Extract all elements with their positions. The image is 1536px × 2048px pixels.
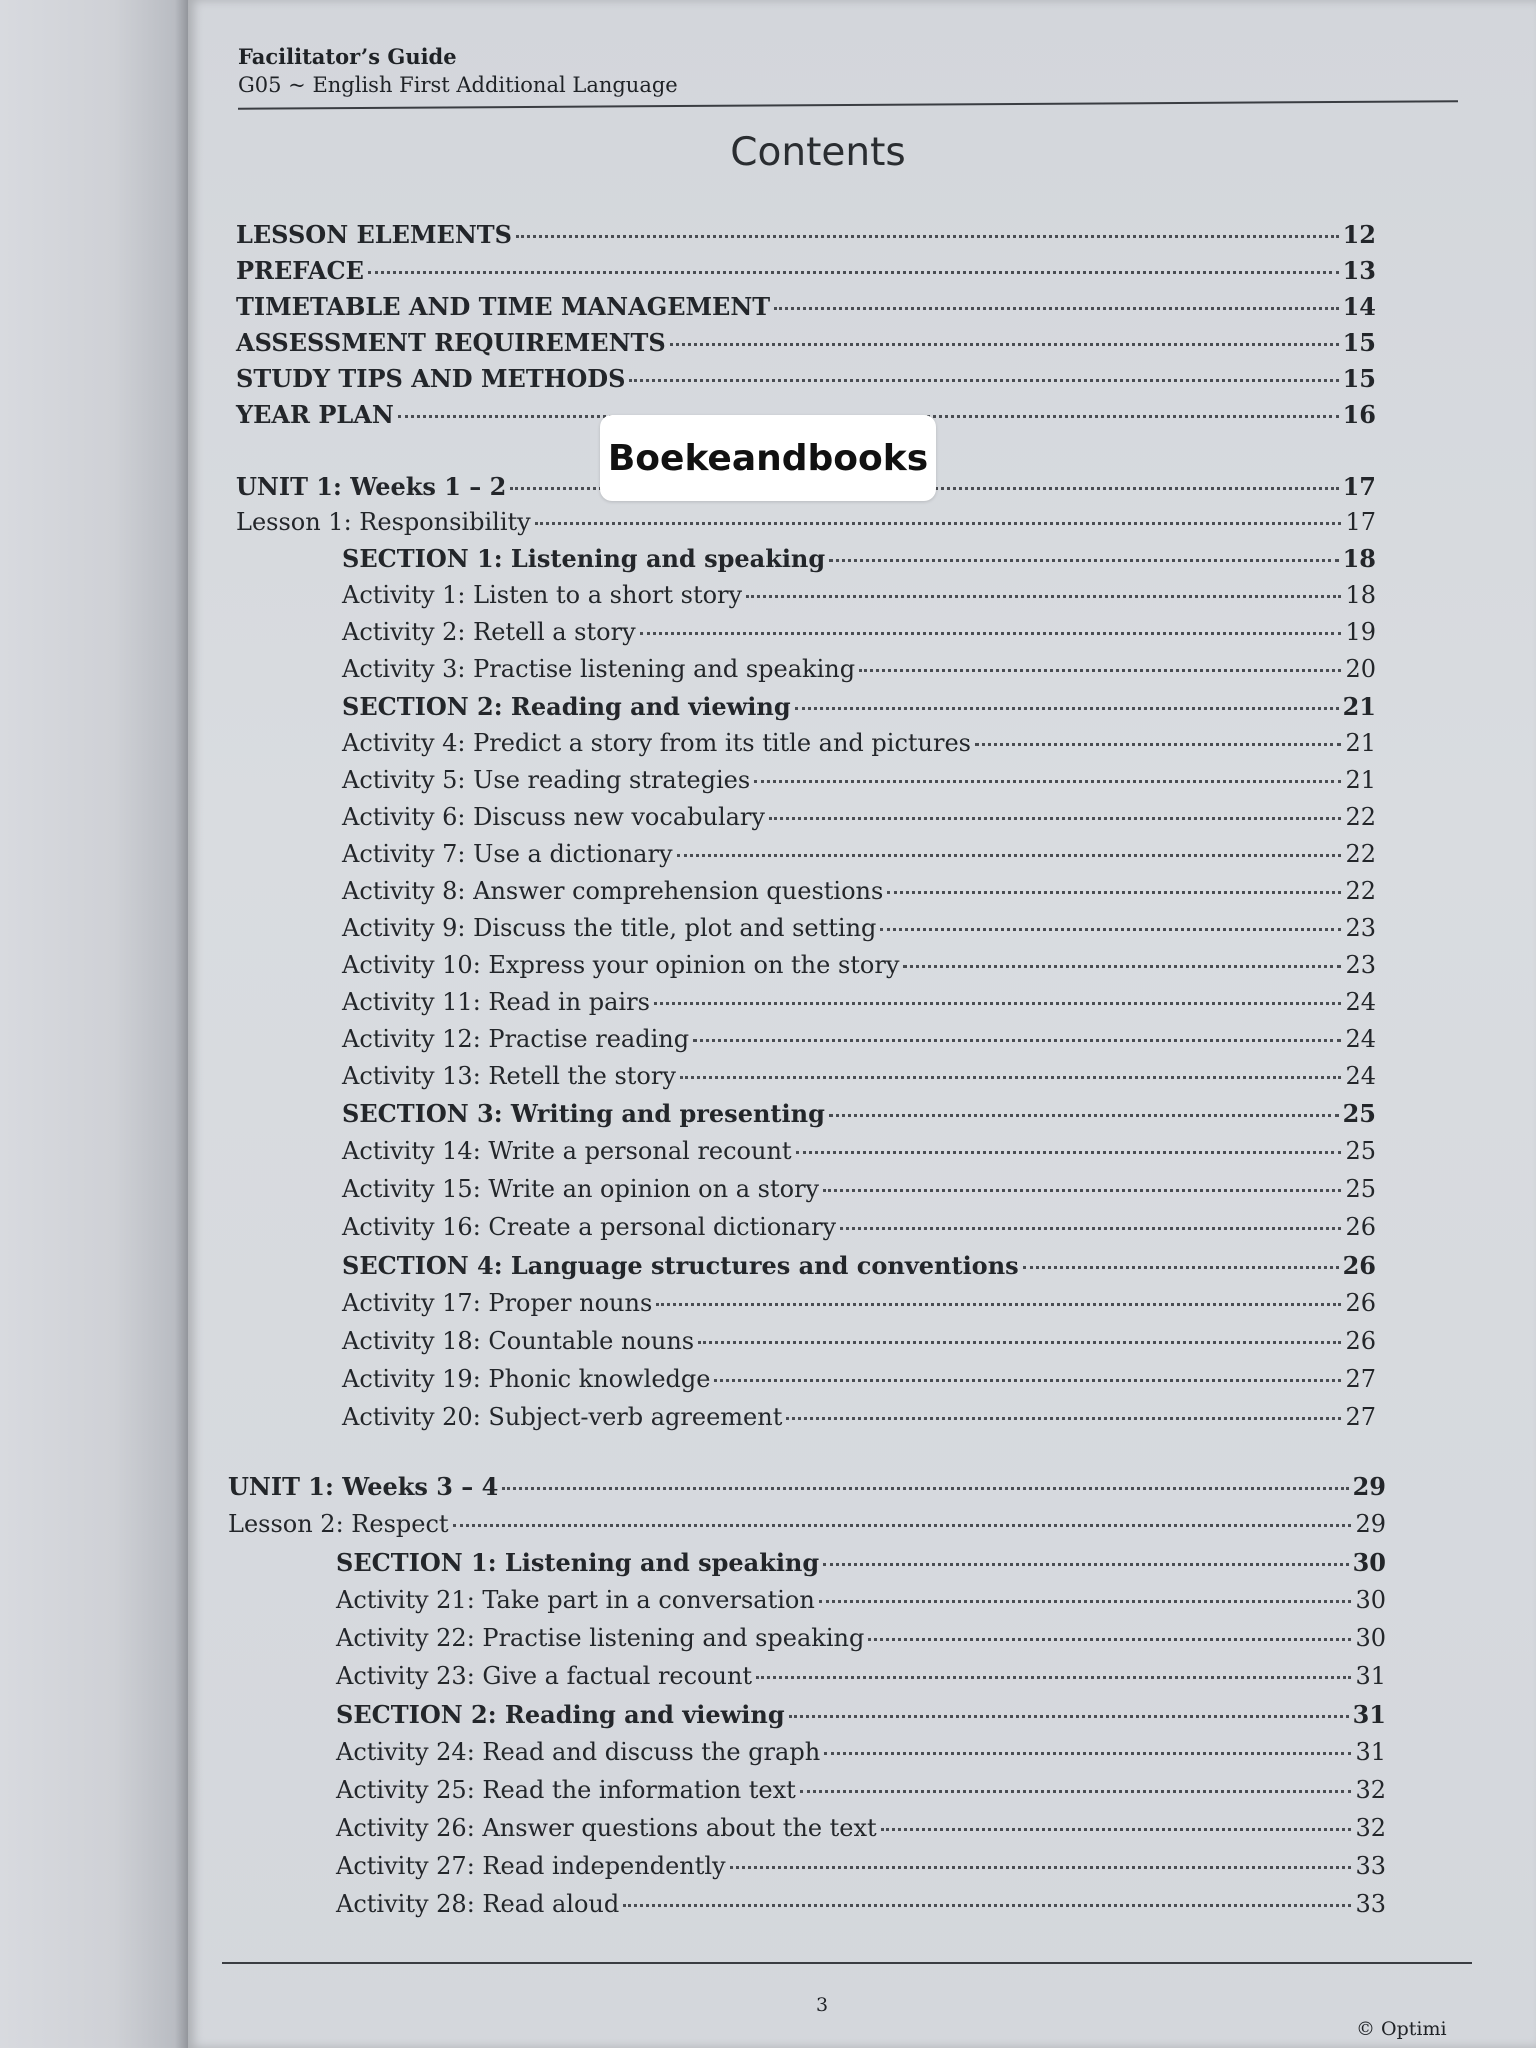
toc-entry	[342, 988, 1376, 1016]
toc-entry-label: Activity 3: Practise listening and speaking	[342, 655, 856, 683]
toc-entry-label: Activity 28: Read aloud	[336, 1890, 620, 1918]
toc-entry-page: 21	[1345, 766, 1376, 794]
toc-entry-page: 18	[1345, 581, 1376, 609]
toc-dot-leader	[769, 817, 1341, 820]
toc-entry	[342, 1137, 1376, 1165]
toc-dot-leader	[795, 707, 1339, 710]
toc-entry-label: SECTION 1: Listening and speaking	[336, 1548, 820, 1577]
toc-entry	[228, 1510, 1386, 1538]
toc-entry	[336, 1738, 1386, 1766]
toc-entry	[342, 692, 1376, 721]
toc-entry-page: 31	[1355, 1738, 1386, 1766]
toc-entry	[336, 1776, 1386, 1804]
toc-entry	[342, 840, 1376, 868]
toc-dot-leader	[714, 1379, 1341, 1382]
toc-entry	[336, 1624, 1386, 1652]
toc-entry-page: 19	[1345, 618, 1376, 646]
toc-dot-leader	[880, 928, 1341, 931]
toc-entry	[236, 508, 1376, 536]
toc-entry	[236, 364, 1376, 393]
toc-entry-label: SECTION 1: Listening and speaking	[342, 544, 826, 573]
toc-dot-leader	[789, 1715, 1349, 1718]
toc-dot-leader	[693, 1039, 1341, 1042]
toc-dot-leader	[746, 595, 1341, 598]
toc-entry-page: 26	[1345, 1327, 1376, 1355]
toc-entry-label: UNIT 1: Weeks 3 – 4	[228, 1472, 499, 1501]
toc-dot-leader	[868, 1638, 1351, 1641]
toc-entry	[342, 914, 1376, 942]
toc-entry-page: 17	[1345, 508, 1376, 536]
toc-entry-page: 29	[1355, 1510, 1386, 1538]
toc-dot-leader	[502, 1487, 1348, 1490]
toc-entry	[342, 1062, 1376, 1090]
toc-entry	[342, 1099, 1376, 1128]
toc-entry	[342, 1327, 1376, 1355]
toc-entry-page: 12	[1342, 220, 1376, 249]
toc-dot-leader	[774, 307, 1338, 310]
toc-dot-leader	[829, 1114, 1339, 1117]
toc-entry-label: Activity 2: Retell a story	[342, 618, 636, 646]
toc-entry-page: 21	[1345, 729, 1376, 757]
toc-dot-leader	[903, 965, 1341, 968]
toc-entry-page: 30	[1352, 1548, 1386, 1577]
toc-entry-page: 24	[1345, 988, 1376, 1016]
toc-entry-page: 32	[1355, 1814, 1386, 1842]
toc-entry-page: 31	[1355, 1662, 1386, 1690]
toc-entry-page: 23	[1345, 951, 1376, 979]
toc-dot-leader	[1023, 1266, 1339, 1269]
toc-dot-leader	[975, 743, 1341, 746]
toc-entry-label: Activity 7: Use a dictionary	[342, 840, 673, 868]
toc-entry-label: Activity 27: Read independently	[336, 1852, 726, 1880]
toc-dot-leader	[677, 854, 1342, 857]
copyright-notice: © Optimi	[1356, 2018, 1447, 2040]
toc-dot-leader	[881, 1828, 1352, 1831]
toc-entry-label: Activity 11: Read in pairs	[342, 988, 650, 1016]
toc-entry-label: Activity 1: Listen to a short story	[342, 581, 743, 609]
toc-entry-page: 29	[1352, 1472, 1386, 1501]
toc-entry-page: 27	[1345, 1365, 1376, 1393]
toc-dot-leader	[800, 1790, 1352, 1793]
toc-entry-page: 30	[1355, 1586, 1386, 1614]
toc-entry-page: 26	[1345, 1213, 1376, 1241]
toc-dot-leader	[623, 1904, 1351, 1907]
toc-entry-label: Activity 17: Proper nouns	[342, 1289, 653, 1317]
toc-entry	[342, 951, 1376, 979]
toc-dot-leader	[819, 1600, 1352, 1603]
toc-entry-label: TIMETABLE AND TIME MANAGEMENT	[236, 292, 771, 321]
toc-entry	[336, 1548, 1386, 1577]
toc-entry	[342, 544, 1376, 573]
toc-entry	[342, 1251, 1376, 1280]
toc-entry	[336, 1814, 1386, 1842]
toc-entry-page: 23	[1345, 914, 1376, 942]
toc-dot-leader	[756, 1676, 1351, 1679]
toc-entry-page: 27	[1345, 1403, 1376, 1431]
toc-entry	[336, 1586, 1386, 1614]
toc-entry-label: Activity 14: Write a personal recount	[342, 1137, 792, 1165]
toc-entry-label: STUDY TIPS AND METHODS	[236, 364, 626, 393]
toc-entry-page: 25	[1345, 1175, 1376, 1203]
page-number: 3	[816, 1994, 829, 2016]
toc-entry-page: 16	[1342, 400, 1376, 429]
toc-entry-label: Activity 19: Phonic knowledge	[342, 1365, 711, 1393]
toc-entry	[342, 1175, 1376, 1203]
toc-entry	[342, 655, 1376, 683]
toc-dot-leader	[680, 1076, 1342, 1079]
toc-entry-page: 31	[1352, 1700, 1386, 1729]
toc-entry-label: SECTION 2: Reading and viewing	[342, 692, 791, 721]
toc-entry	[336, 1662, 1386, 1690]
toc-entry-label: Activity 15: Write an opinion on a story	[342, 1175, 820, 1203]
header-subject: G05 ~ English First Additional Language	[238, 73, 678, 97]
toc-entry-page: 33	[1355, 1852, 1386, 1880]
toc-entry	[236, 328, 1376, 357]
toc-entry	[228, 1472, 1386, 1501]
toc-entry-page: 15	[1342, 364, 1376, 393]
toc-entry-page: 24	[1345, 1025, 1376, 1053]
toc-entry-page: 18	[1342, 544, 1376, 573]
toc-entry-label: Activity 5: Use reading strategies	[342, 766, 751, 794]
toc-dot-leader	[829, 559, 1338, 562]
toc-entry-page: 30	[1355, 1624, 1386, 1652]
toc-entry-label: SECTION 3: Writing and presenting	[342, 1099, 825, 1128]
toc-dot-leader	[368, 271, 1339, 274]
toc-dot-leader	[453, 1524, 1352, 1527]
toc-dot-leader	[823, 1189, 1341, 1192]
toc-entry-page: 21	[1342, 692, 1376, 721]
toc-entry	[336, 1890, 1386, 1918]
toc-entry-label: Activity 6: Discuss new vocabulary	[342, 803, 765, 831]
toc-entry-label: Activity 24: Read and discuss the graph	[336, 1738, 821, 1766]
toc-entry	[336, 1700, 1386, 1729]
toc-dot-leader	[859, 669, 1341, 672]
toc-entry-label: Activity 23: Give a factual recount	[336, 1662, 753, 1690]
toc-entry	[342, 766, 1376, 794]
toc-entry-label: SECTION 4: Language structures and conventions	[342, 1251, 1019, 1280]
toc-dot-leader	[698, 1341, 1341, 1344]
toc-entry-page: 24	[1345, 1062, 1376, 1090]
toc-entry-label: Activity 25: Read the information text	[336, 1776, 796, 1804]
toc-entry-label: Activity 22: Practise listening and speaking	[336, 1624, 865, 1652]
toc-dot-leader	[840, 1227, 1341, 1230]
document-page	[188, 0, 1536, 2048]
book-spine	[0, 0, 190, 2048]
toc-entry-page: 25	[1342, 1099, 1376, 1128]
toc-entry-label: Activity 26: Answer questions about the text	[336, 1814, 877, 1842]
toc-entry-label: ASSESSMENT REQUIREMENTS	[236, 328, 666, 357]
toc-dot-leader	[786, 1417, 1341, 1420]
toc-entry-page: 22	[1345, 803, 1376, 831]
toc-dot-leader	[656, 1303, 1341, 1306]
toc-entry-label: UNIT 1: Weeks 1 – 2	[236, 472, 507, 501]
toc-entry-label: Activity 8: Answer comprehension questions	[342, 877, 884, 905]
toc-dot-leader	[730, 1866, 1352, 1869]
toc-entry-page: 20	[1345, 655, 1376, 683]
toc-entry-page: 26	[1345, 1289, 1376, 1317]
toc-entry-label: Activity 10: Express your opinion on the story	[342, 951, 900, 979]
toc-dot-leader	[824, 1752, 1351, 1755]
toc-entry-label: YEAR PLAN	[236, 400, 394, 429]
toc-entry-label: Activity 21: Take part in a conversation	[336, 1586, 815, 1614]
toc-entry	[342, 1289, 1376, 1317]
toc-entry-label: Activity 9: Discuss the title, plot and setting	[342, 914, 877, 942]
toc-entry	[342, 1365, 1376, 1393]
toc-entry-page: 25	[1345, 1137, 1376, 1165]
toc-entry	[342, 1403, 1376, 1431]
toc-entry-page: 22	[1345, 840, 1376, 868]
watermark-badge: Boekeandbooks	[600, 415, 936, 501]
page-title: Contents	[730, 130, 906, 175]
toc-entry-label: Lesson 2: Respect	[228, 1510, 449, 1538]
toc-entry	[342, 1213, 1376, 1241]
toc-entry	[342, 618, 1376, 646]
toc-entry-page: 32	[1355, 1776, 1386, 1804]
toc-entry-page: 15	[1342, 328, 1376, 357]
toc-entry-label: Activity 12: Practise reading	[342, 1025, 690, 1053]
toc-entry	[336, 1852, 1386, 1880]
toc-entry	[236, 292, 1376, 321]
toc-entry-label: Activity 4: Predict a story from its title and pictures	[342, 729, 971, 757]
toc-entry	[342, 877, 1376, 905]
toc-dot-leader	[754, 780, 1341, 783]
toc-dot-leader	[629, 379, 1338, 382]
toc-entry	[236, 220, 1376, 249]
toc-entry-page: 17	[1342, 472, 1376, 501]
toc-entry-page: 13	[1342, 256, 1376, 285]
toc-dot-leader	[654, 1002, 1342, 1005]
toc-entry-label: Activity 13: Retell the story	[342, 1062, 676, 1090]
toc-dot-leader	[535, 522, 1342, 525]
toc-entry-page: 14	[1342, 292, 1376, 321]
toc-entry-label: SECTION 2: Reading and viewing	[336, 1700, 785, 1729]
toc-entry-label: LESSON ELEMENTS	[236, 220, 512, 249]
footer-rule	[222, 1962, 1472, 1964]
toc-entry-page: 33	[1355, 1890, 1386, 1918]
toc-entry	[342, 729, 1376, 757]
toc-entry-label: Lesson 1: Responsibility	[236, 508, 531, 536]
toc-dot-leader	[823, 1563, 1348, 1566]
toc-entry-page: 26	[1342, 1251, 1376, 1280]
toc-dot-leader	[796, 1151, 1342, 1154]
toc-entry	[236, 256, 1376, 285]
toc-entry-label: PREFACE	[236, 256, 364, 285]
toc-dot-leader	[516, 235, 1339, 238]
toc-entry-label: Activity 20: Subject-verb agreement	[342, 1403, 783, 1431]
toc-entry-label: Activity 18: Countable nouns	[342, 1327, 695, 1355]
table-of-contents	[188, 0, 1536, 2048]
header-guide-title: Facilitator’s Guide	[238, 44, 457, 69]
toc-entry-page: 22	[1345, 877, 1376, 905]
toc-entry	[342, 803, 1376, 831]
toc-dot-leader	[887, 891, 1341, 894]
toc-entry	[342, 1025, 1376, 1053]
toc-dot-leader	[640, 632, 1342, 635]
toc-dot-leader	[670, 343, 1339, 346]
toc-entry	[342, 581, 1376, 609]
toc-entry-label: Activity 16: Create a personal dictionary	[342, 1213, 837, 1241]
